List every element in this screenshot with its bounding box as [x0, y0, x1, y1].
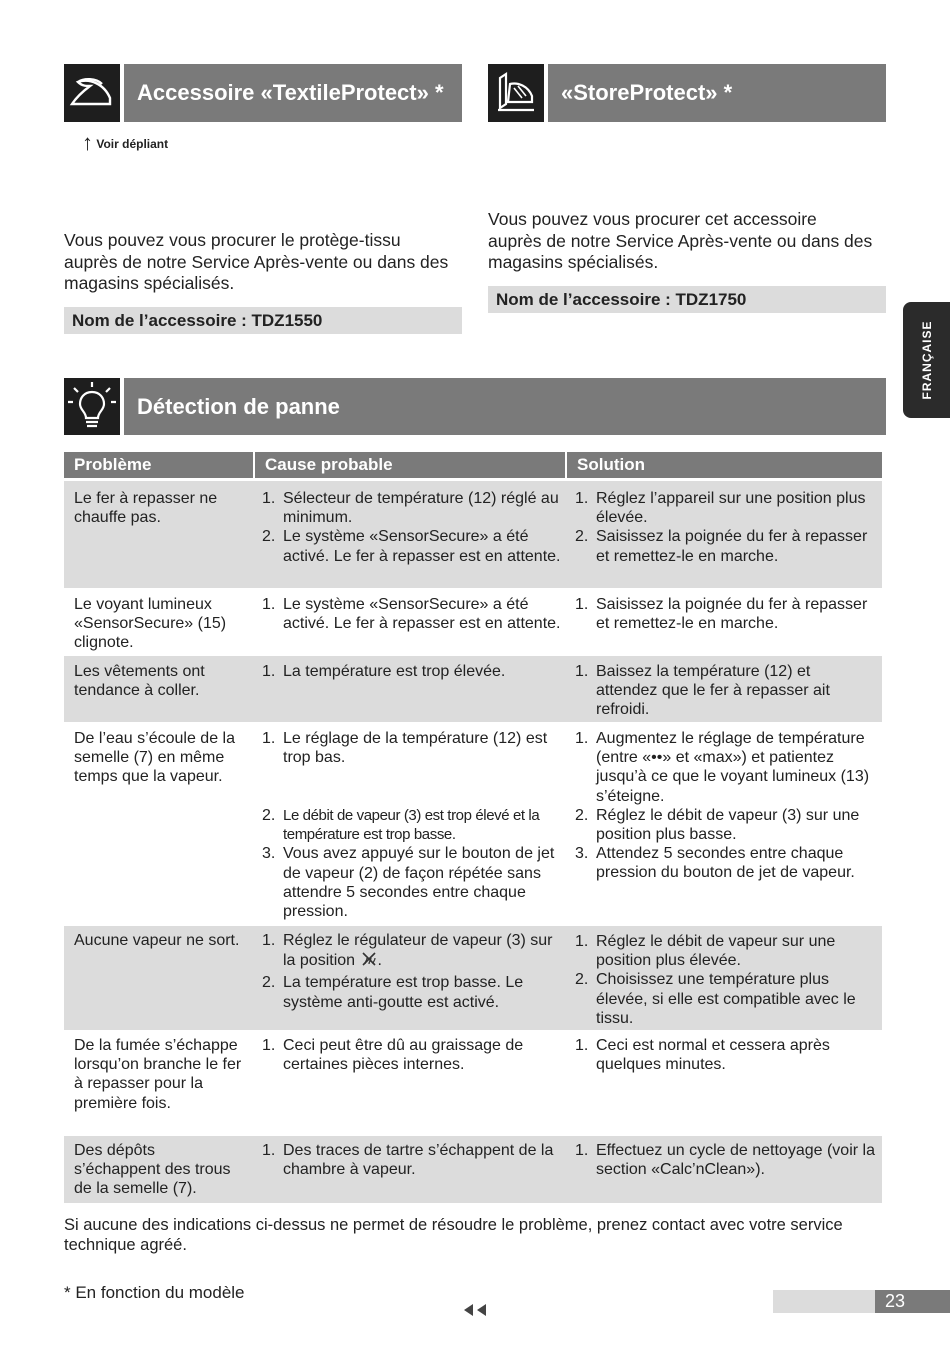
solution-list — [575, 489, 875, 566]
list-item: 2. Choisissez une température plus élevée, si elle est compatible avec le tissu. — [575, 971, 856, 1027]
see-leaflet-text: Voir dépliant — [96, 137, 169, 151]
language-label: FRANÇAISE — [919, 320, 934, 400]
problem-cell: De l’eau s’écoule de la semelle (7) en même temps que la vapeur. — [74, 730, 235, 786]
store-description: Vous pouvez vous procurer cet accessoire auprès de notre Service Après-vente ou dans des magasins spécialisés. — [488, 209, 873, 272]
list-item: 1. Réglez l’appareil sur une position plus élevée. — [575, 490, 866, 527]
store-accessory-name: Nom de l’accessoire : TDZ1750 — [488, 286, 886, 313]
cause-list — [262, 595, 562, 633]
table-row — [64, 1031, 882, 1135]
problem-cell: Aucune vapeur ne sort. — [74, 932, 240, 949]
cause-list — [262, 1036, 562, 1074]
table-row — [64, 926, 882, 1030]
iron-stand-icon — [488, 64, 544, 122]
textile-title: Accessoire «TextileProtect» * — [137, 80, 444, 105]
list-item: 1. Saisissez la poignée du fer à repasser et remettez-le en marche. — [575, 596, 868, 633]
table-row — [64, 1136, 882, 1203]
list-item: 1. Réglez le régulateur de vapeur (3) sur la position . — [262, 931, 562, 973]
language-tab — [903, 302, 950, 418]
list-item: 1. Sélecteur de température (12) réglé au minimum. — [262, 490, 559, 527]
textile-accessory-name: Nom de l’accessoire : TDZ1550 — [64, 307, 462, 334]
list-item: 2. Réglez le débit de vapeur (3) sur une position plus basse. — [575, 806, 860, 844]
steam-off-icon — [360, 950, 378, 973]
problem-cell: Le fer à repasser ne chauffe pas. — [74, 490, 218, 527]
solution-list — [575, 1036, 875, 1074]
table-row — [64, 481, 882, 588]
problem-cell: De la fumée s’échappe lorsqu’on branche le fer à repasser pour la première fois. — [74, 1037, 242, 1112]
arrow-up-icon: ↑ — [82, 130, 93, 155]
list-item: 1. Le système «SensorSecure» a été activé. Le fer à repasser est en attente. — [262, 596, 561, 633]
trouble-title: Détection de panne — [137, 393, 340, 419]
header-cause: Cause probable — [255, 452, 565, 478]
header-problem: Problème — [64, 452, 253, 478]
problem-cell: Des dépôts s’échappent des trous de la semelle (7). — [74, 1142, 231, 1198]
list-item: 1. La température est trop élevée. — [262, 663, 506, 680]
light-bulb-icon — [64, 378, 120, 435]
back-arrows-icon — [462, 1302, 488, 1323]
list-item: 1. Réglez le débit de vapeur sur une position plus élevée. — [575, 933, 836, 970]
store-title: «StoreProtect» * — [561, 80, 733, 105]
problem-cell: Les vêtements ont tendance à coller. — [74, 663, 205, 700]
footer-note: Si aucune des indications ci-dessus ne permet de résoudre le problème, prenez contact avec votre service technique agréé. — [64, 1216, 843, 1254]
list-item: 1. Augmentez le réglage de température (entre «••» et «max») et patientez jusqu’à ce que le voyant lumineux (13) s’éteigne. — [575, 730, 870, 805]
page-number: 23 — [875, 1290, 950, 1313]
list-item: 2. La température est trop basse. Le système anti-goutte est activé. — [262, 974, 524, 1011]
list-item: 2. Le débit de vapeur (3) est trop élevé et la température est trop basse. — [262, 807, 540, 844]
list-item: 2. Saisissez la poignée du fer à repasser et remettez-le en marche. — [575, 528, 868, 565]
solution-list — [575, 729, 875, 883]
cause-list — [262, 931, 562, 1012]
list-item: 1. Baissez la température (12) et attendez que le fer à repasser ait refroidi. — [575, 663, 830, 719]
model-note: * En fonction du modèle — [64, 1283, 245, 1302]
header-solution: Solution — [567, 452, 882, 478]
textile-title-bar — [124, 64, 462, 122]
bulb-icon-box — [64, 378, 120, 435]
list-item: 3. Vous avez appuyé sur le bouton de jet de vapeur (2) de façon répétée sans attendre 5 secondes entre chaque pression. — [262, 845, 555, 921]
list-item: 2. Le système «SensorSecure» a été activé. Le fer à repasser est en attente. — [262, 528, 561, 565]
table-row — [64, 656, 882, 722]
cause-list — [262, 662, 562, 681]
list-item: 1. Des traces de tartre s’échappent de la chambre à vapeur. — [262, 1142, 554, 1179]
solution-list — [575, 662, 875, 720]
table-row — [64, 589, 882, 655]
problem-cell: Le voyant lumineux «SensorSecure» (15) clignote. — [74, 596, 227, 652]
list-item: 3. Attendez 5 secondes entre chaque pression du bouton de jet de vapeur. — [575, 845, 855, 882]
solution-list — [575, 595, 875, 633]
textile-description: Vous pouvez vous procurer le protège-tissu auprès de notre Service Après-vente ou dans des magasins spécialisés. — [64, 230, 449, 293]
store-title-bar — [548, 64, 886, 122]
cause-list — [262, 1141, 562, 1179]
cause-list — [262, 729, 562, 767]
list-item: 1. Ceci est normal et cessera après quelques minutes. — [575, 1037, 830, 1074]
cause-list — [262, 489, 562, 566]
trouble-title-bar — [124, 378, 886, 435]
list-item: 1. Effectuez un cycle de nettoyage (voir la section «Calc’nClean»). — [575, 1142, 875, 1179]
iron-icon — [64, 64, 120, 122]
table-row — [64, 723, 882, 925]
cause-list-continued — [262, 806, 562, 921]
iron-icon-box — [64, 64, 120, 122]
solution-list — [575, 932, 875, 1028]
list-item: 1. Le réglage de la température (12) est trop bas. — [262, 730, 548, 767]
store-icon-box — [488, 64, 544, 122]
solution-list — [575, 1141, 875, 1179]
list-item: 1. Ceci peut être dû au graissage de certaines pièces internes. — [262, 1037, 524, 1074]
see-leaflet-note — [82, 128, 168, 154]
